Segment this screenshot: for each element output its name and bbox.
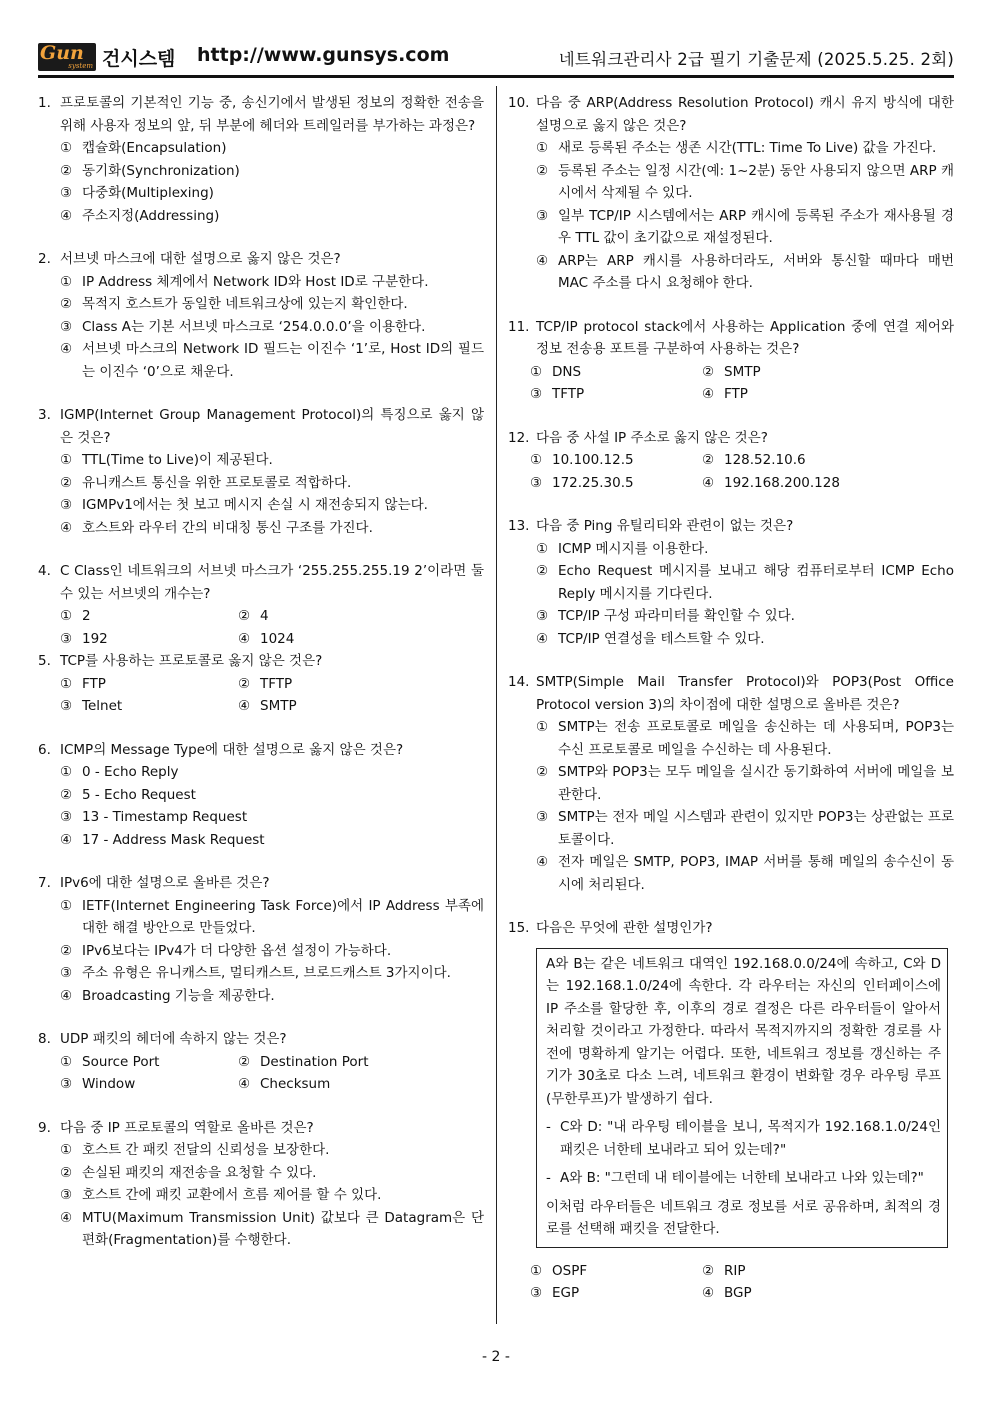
answer-option	[508, 628, 954, 651]
option-marker: ①	[60, 1142, 73, 1158]
answer-option	[38, 784, 484, 807]
answer-option	[702, 472, 954, 495]
option-text: SMTP는 전송 프로토콜로 메일을 송신하는 데 사용되며, POP3는 수신 프로토콜로 메일을 수신하는 데 사용된다.	[558, 719, 954, 758]
option-text: 등록된 주소는 일정 시간(예: 1~2분) 동안 사용되지 않으면 ARP 캐시에서 삭제될 수 있다.	[558, 162, 954, 201]
answer-option	[508, 851, 954, 896]
option-marker: ②	[60, 296, 73, 312]
answer-option	[38, 1162, 484, 1185]
option-text: FTP	[82, 675, 106, 692]
answer-option	[238, 695, 484, 718]
logo-text: Gun	[40, 43, 84, 64]
answer-option	[60, 605, 238, 628]
question-stem	[508, 671, 954, 716]
option-marker: ①	[60, 452, 73, 468]
option-marker: ②	[60, 162, 73, 179]
answer-option	[38, 1184, 484, 1207]
option-marker: ②	[702, 452, 715, 468]
question-number: 15.	[508, 920, 530, 936]
question-stem	[508, 316, 954, 361]
question-text: 다음 중 IP 프로토콜의 역할로 올바른 것은?	[60, 1119, 314, 1136]
question-text: IPv6에 대한 설명으로 올바른 것은?	[60, 875, 270, 891]
question-text: TCP/IP protocol stack에서 사용하는 Application 중에 연결 제어와 정보 전송용 포트를 구분하여 사용하는 것은?	[536, 318, 954, 357]
right-column	[508, 92, 954, 1326]
option-marker: ②	[536, 162, 549, 179]
option-text: 10.100.12.5	[552, 452, 634, 468]
question-number: 3.	[38, 407, 51, 423]
option-marker: ③	[60, 1187, 73, 1203]
option-marker: ④	[536, 252, 549, 269]
option-marker: ②	[238, 1053, 251, 1070]
answer-option	[38, 338, 484, 383]
option-text: 호스트 간 패킷 전달의 신뢰성을 보장한다.	[82, 1142, 330, 1158]
answer-option	[38, 829, 484, 852]
answer-option	[702, 1282, 954, 1305]
column-divider	[496, 86, 497, 1324]
option-text: 1024	[260, 630, 295, 647]
option-text: 캡슐화(Encapsulation)	[82, 140, 227, 156]
option-marker: ③	[530, 474, 543, 491]
option-grid	[38, 673, 484, 718]
logo-subtext: system	[68, 62, 93, 70]
page-header	[38, 40, 954, 74]
answer-option	[60, 628, 238, 651]
option-text: ICMP 메시지를 이용한다.	[558, 540, 709, 557]
option-text: MTU(Maximum Transmission Unit) 값보다 큰 Datagram은 단편화(Fragmentation)를 수행한다.	[82, 1209, 484, 1248]
option-marker: ③	[60, 185, 73, 201]
option-text: 주소 유형은 유니캐스트, 멀티캐스트, 브로드캐스트 3가지이다.	[82, 965, 451, 981]
answer-option	[38, 271, 484, 294]
option-text: FTP	[724, 386, 748, 402]
answer-option	[508, 137, 954, 160]
question-text: UDP 패킷의 헤더에 속하지 않는 것은?	[60, 1031, 287, 1047]
option-marker: ④	[702, 386, 715, 402]
option-text: IGMPv1에서는 첫 보고 메시지 손실 시 재전송되지 않는다.	[82, 497, 428, 513]
option-text: 192	[82, 630, 108, 647]
header-rule	[38, 75, 954, 78]
question-1	[38, 92, 484, 227]
option-text: 동기화(Synchronization)	[82, 162, 240, 179]
scenario-dialog: - A와 B: "그런데 내 테이블에는 너한테 보내라고 나와 있는데?"	[546, 1167, 941, 1190]
option-marker: ④	[702, 474, 715, 491]
question-number: 8.	[38, 1031, 51, 1047]
option-text: SMTP	[260, 698, 297, 714]
option-marker: ②	[536, 764, 549, 780]
question-15	[508, 917, 954, 1305]
option-marker: ③	[60, 318, 73, 335]
option-text: TTL(Time to Live)이 제공된다.	[82, 452, 273, 468]
question-text: 다음은 무엇에 관한 설명인가?	[536, 920, 713, 936]
question-8	[38, 1028, 484, 1096]
option-text: 호스트와 라우터 간의 비대칭 통신 구조를 가진다.	[82, 519, 373, 536]
option-text: Source Port	[82, 1053, 160, 1070]
option-grid	[38, 605, 484, 650]
option-text: DNS	[552, 363, 582, 380]
option-marker: ①	[60, 140, 73, 156]
question-stem	[38, 560, 484, 605]
answer-option	[38, 517, 484, 540]
answer-option	[508, 761, 954, 806]
option-marker: ①	[60, 608, 73, 624]
option-marker: ④	[702, 1285, 715, 1301]
answer-option	[508, 160, 954, 205]
option-text: 새로 등록된 주소는 생존 시간(TTL: Time To Live) 값을 가진다.	[558, 140, 937, 156]
question-number: 4.	[38, 563, 51, 579]
answer-option	[38, 940, 484, 963]
option-marker: ③	[60, 698, 73, 714]
option-marker: ③	[60, 965, 73, 981]
option-text: BGP	[724, 1285, 752, 1301]
option-marker: ③	[60, 497, 73, 513]
option-marker: ④	[238, 630, 251, 647]
exam-title: 네트워크관리사 2급 필기 기출문제 (2025.5.25. 2회)	[558, 50, 954, 69]
option-marker: ①	[60, 897, 73, 914]
answer-option	[38, 205, 484, 228]
answer-option	[508, 716, 954, 761]
option-text: SMTP는 전자 메일 시스템과 관련이 있지만 POP3는 상관없는 프로토콜이다.	[558, 809, 954, 848]
answer-option	[60, 1051, 238, 1074]
question-6	[38, 739, 484, 852]
option-marker: ②	[60, 474, 73, 491]
scenario-paragraph: 이처럼 라우터들은 네트워크 경로 정보를 서로 공유하며, 최적의 경로를 선택해 패킷을 전달한다.	[546, 1198, 941, 1237]
question-text: IGMP(Internet Group Management Protocol)의 특징으로 옳지 않은 것은?	[60, 407, 484, 446]
answer-option	[702, 1260, 954, 1283]
option-text: 2	[82, 608, 91, 624]
answer-option	[38, 160, 484, 183]
answer-option	[530, 449, 702, 472]
scenario-dialog: - C와 D: "내 라우팅 테이블을 보니, 목적지가 192.168.1.0/24인 패킷은 너한테 보내라고 되어 있는데?"	[546, 1116, 941, 1161]
option-marker: ③	[530, 386, 543, 402]
option-text: 4	[260, 608, 269, 624]
option-text: ARP는 ARP 캐시를 사용하더라도, 서버와 통신할 때마다 매번 MAC 주소를 다시 요청해야 한다.	[558, 252, 954, 291]
question-stem	[38, 1028, 484, 1051]
answer-option	[530, 1260, 702, 1283]
question-stem	[38, 248, 484, 271]
answer-option	[508, 605, 954, 628]
answer-option	[38, 449, 484, 472]
gunsystem-logo	[38, 43, 96, 71]
question-number: 14.	[508, 674, 530, 690]
option-text: Telnet	[82, 698, 123, 714]
answer-option	[38, 985, 484, 1008]
option-marker: ②	[702, 1262, 715, 1279]
question-stem	[38, 739, 484, 762]
option-text: 유니캐스트 통신을 위한 프로토콜로 적합하다.	[82, 474, 352, 491]
answer-option	[508, 560, 954, 605]
question-2	[38, 248, 484, 383]
question-5	[38, 650, 484, 718]
option-marker: ③	[60, 1076, 73, 1092]
option-marker: ①	[530, 363, 543, 380]
option-text: OSPF	[552, 1262, 588, 1279]
option-text: Echo Request 메시지를 보내고 해당 컴퓨터로부터 ICMP Echo Reply 메시지를 기다린다.	[558, 563, 954, 602]
scenario-box	[536, 948, 948, 1248]
option-marker: ①	[536, 540, 549, 557]
left-column	[38, 92, 484, 1273]
answer-option	[38, 137, 484, 160]
option-marker: ③	[536, 809, 549, 825]
question-number: 13.	[508, 518, 530, 534]
question-stem	[508, 515, 954, 538]
dialog-text: A와 B: "그런데 내 테이블에는 너한테 보내라고 나와 있는데?"	[560, 1170, 924, 1186]
brand-name: 건시스템	[102, 48, 176, 70]
question-number: 6.	[38, 741, 51, 758]
option-marker: ①	[536, 140, 549, 156]
answer-option	[38, 316, 484, 339]
question-9	[38, 1117, 484, 1252]
option-text: Checksum	[260, 1076, 331, 1092]
option-text: EGP	[552, 1285, 580, 1301]
answer-option	[530, 383, 702, 406]
question-4	[38, 560, 484, 650]
answer-option	[508, 205, 954, 250]
question-stem	[508, 427, 954, 450]
question-14	[508, 671, 954, 896]
option-marker: ②	[238, 608, 251, 624]
option-text: 일부 TCP/IP 시스템에서는 ARP 캐시에 등록된 주소가 재사용될 경우 TTL 값이 초기값으로 재설정된다.	[558, 207, 954, 246]
answer-option	[508, 538, 954, 561]
question-stem	[38, 650, 484, 673]
answer-option	[508, 806, 954, 851]
question-text: 다음 중 ARP(Address Resolution Protocol) 캐시 유지 방식에 대한 설명으로 옳지 않은 것은?	[536, 95, 954, 134]
question-11	[508, 316, 954, 406]
question-10	[508, 92, 954, 295]
question-stem	[38, 92, 484, 137]
answer-option	[702, 361, 954, 384]
option-marker: ④	[60, 341, 73, 357]
option-marker: ④	[60, 1209, 73, 1226]
option-text: 서브넷 마스크의 Network ID 필드는 이진수 ‘1’로, Host ID의 필드는 이진수 ‘0’으로 채운다.	[82, 341, 484, 380]
answer-option	[238, 673, 484, 696]
answer-option	[530, 1282, 702, 1305]
answer-option	[238, 628, 484, 651]
option-marker: ③	[536, 608, 549, 624]
option-text: SMTP	[724, 363, 761, 380]
option-text: IP Address 체계에서 Network ID와 Host ID로 구분한다.	[82, 273, 429, 290]
answer-option	[530, 361, 702, 384]
answer-option	[238, 1051, 484, 1074]
option-text: 17 - Address Mask Request	[82, 831, 265, 848]
option-marker: ④	[60, 207, 73, 224]
option-marker: ①	[60, 273, 73, 290]
option-marker: ①	[530, 1262, 543, 1279]
question-number: 12.	[508, 429, 530, 446]
answer-option	[530, 472, 702, 495]
question-text: 다음 중 사설 IP 주소로 옳지 않은 것은?	[536, 429, 768, 446]
option-text: 다중화(Multiplexing)	[82, 185, 214, 201]
answer-option	[238, 605, 484, 628]
question-text: SMTP(Simple Mail Transfer Protocol)와 POP3(Post Office Protocol version 3)의 차이점에 대한 설명으로 올바른 것은?	[536, 674, 954, 713]
option-text: Broadcasting 기능을 제공한다.	[82, 987, 275, 1004]
option-marker: ①	[60, 764, 73, 780]
question-text: TCP를 사용하는 프로토콜로 옳지 않은 것은?	[60, 653, 323, 669]
answer-option	[38, 761, 484, 784]
question-13	[508, 515, 954, 650]
option-marker: ①	[60, 675, 73, 692]
option-text: 호스트 간에 패킷 교환에서 흐름 제어를 할 수 있다.	[82, 1187, 382, 1203]
option-marker: ④	[60, 831, 73, 848]
question-3	[38, 404, 484, 539]
option-marker: ①	[60, 1053, 73, 1070]
option-grid	[508, 1260, 954, 1305]
question-number: 10.	[508, 95, 530, 111]
option-text: 192.168.200.128	[724, 474, 840, 491]
option-text: TFTP	[260, 675, 293, 692]
question-text: 프로토콜의 기본적인 기능 중, 송신기에서 발생된 정보의 정확한 전송을 위해 사용자 정보의 앞, 뒤 부분에 헤더와 트레일러를 부가하는 과정은?	[60, 95, 484, 134]
option-text: 주소지정(Addressing)	[82, 207, 220, 224]
option-marker: ③	[60, 630, 73, 647]
answer-option	[60, 1073, 238, 1096]
option-text: 5 - Echo Request	[82, 786, 196, 803]
answer-option	[38, 494, 484, 517]
option-marker: ②	[60, 786, 73, 803]
option-text: TCP/IP 연결성을 테스트할 수 있다.	[558, 630, 765, 647]
question-12	[508, 427, 954, 495]
answer-option	[38, 293, 484, 316]
option-marker: ④	[238, 1076, 251, 1092]
option-text: 172.25.30.5	[552, 474, 634, 491]
question-stem	[38, 404, 484, 449]
question-text: C Class인 네트워크의 서브넷 마스크가 ‘255.255.255.19 2’이라면 둘 수 있는 서브넷의 개수는?	[60, 563, 484, 602]
page-number: - 2 -	[482, 1349, 510, 1365]
option-text: TFTP	[552, 386, 585, 402]
answer-option	[702, 449, 954, 472]
question-stem	[508, 92, 954, 137]
question-stem	[508, 917, 954, 940]
option-text: 13 - Timestamp Request	[82, 809, 248, 825]
option-marker: ①	[530, 452, 543, 468]
answer-option	[38, 472, 484, 495]
option-marker: ②	[238, 675, 251, 692]
option-text: 목적지 호스트가 동일한 네트워크상에 있는지 확인한다.	[82, 296, 408, 312]
question-stem	[38, 872, 484, 895]
dialog-text: C와 D: "내 라우팅 테이블을 보니, 목적지가 192.168.1.0/24인 패킷은 너한테 보내라고 되어 있는데?"	[560, 1119, 941, 1158]
scenario-paragraph: A와 B는 같은 네트워크 대역인 192.168.0.0/24에 속하고, C와 D는 192.168.1.0/24에 속한다. 각 라우터는 자신의 인터페이스에 IP 주소를 할당한 후, 이후의 경로 결정은 다른 라우터들이 알아서 처리할 것이라고 가정한다. 따라서 목적지까지의 정확한 경로를 사전에 명확하게 알기는 어렵다. 또한, 네트워크 정보를 갱신하는 주기가 30초로 다소 느려, 네트워크 환경이 변화할 경우 라우팅 루프(무한루프)가 발생하기 쉽다.	[546, 955, 941, 1107]
answer-option	[508, 250, 954, 295]
option-text: SMTP와 POP3는 모두 메일을 실시간 동기화하여 서버에 메일을 보관한다.	[558, 764, 954, 803]
answer-option	[38, 182, 484, 205]
option-marker: ②	[60, 942, 73, 959]
option-text: RIP	[724, 1262, 746, 1279]
option-text: IETF(Internet Engineering Task Force)에서 IP Address 부족에 대한 해결 방안으로 만들었다.	[82, 897, 484, 936]
answer-option	[38, 895, 484, 940]
option-text: 손실된 패킷의 재전송을 요청할 수 있다.	[82, 1164, 317, 1181]
option-text: TCP/IP 구성 파라미터를 확인할 수 있다.	[558, 608, 795, 624]
option-text: Destination Port	[260, 1053, 369, 1070]
option-marker: ④	[60, 519, 73, 536]
answer-option	[38, 1207, 484, 1252]
answer-option	[60, 673, 238, 696]
question-number: 7.	[38, 875, 51, 891]
option-marker: ②	[60, 1164, 73, 1181]
option-marker: ③	[60, 809, 73, 825]
question-stem	[38, 1117, 484, 1140]
option-marker: ③	[536, 207, 549, 224]
option-marker: ④	[536, 630, 549, 647]
question-number: 2.	[38, 251, 51, 267]
answer-option	[238, 1073, 484, 1096]
question-text: 서브넷 마스크에 대한 설명으로 옳지 않은 것은?	[60, 251, 341, 267]
option-marker: ①	[536, 719, 549, 735]
answer-option	[60, 695, 238, 718]
answer-option	[38, 806, 484, 829]
option-marker: ②	[536, 563, 549, 579]
question-number: 11.	[508, 318, 530, 335]
option-text: 전자 메일은 SMTP, POP3, IMAP 서버를 통해 메일의 송수신이 동시에 처리된다.	[558, 854, 954, 893]
answer-option	[702, 383, 954, 406]
option-grid	[38, 1051, 484, 1096]
option-grid	[508, 449, 954, 494]
option-text: 0 - Echo Reply	[82, 764, 179, 780]
question-number: 1.	[38, 95, 51, 111]
option-marker: ④	[60, 987, 73, 1004]
option-marker: ④	[536, 854, 549, 870]
question-text: 다음 중 Ping 유틸리티와 관련이 없는 것은?	[536, 518, 794, 534]
option-text: Window	[82, 1076, 136, 1092]
question-7	[38, 872, 484, 1007]
question-number: 9.	[38, 1119, 51, 1136]
option-marker: ④	[238, 698, 251, 714]
option-text: IPv6보다는 IPv4가 더 다양한 옵션 설정이 가능하다.	[82, 942, 392, 959]
option-marker: ③	[530, 1285, 543, 1301]
site-url: http://www.gunsys.com	[197, 44, 450, 66]
option-marker: ②	[702, 363, 715, 380]
question-text: ICMP의 Message Type에 대한 설명으로 옳지 않은 것은?	[60, 741, 404, 758]
option-grid	[508, 361, 954, 406]
answer-option	[38, 962, 484, 985]
question-number: 5.	[38, 653, 51, 669]
option-text: 128.52.10.6	[724, 452, 806, 468]
option-text: Class A는 기본 서브넷 마스크로 ‘254.0.0.0’을 이용한다.	[82, 318, 426, 335]
answer-option	[38, 1139, 484, 1162]
